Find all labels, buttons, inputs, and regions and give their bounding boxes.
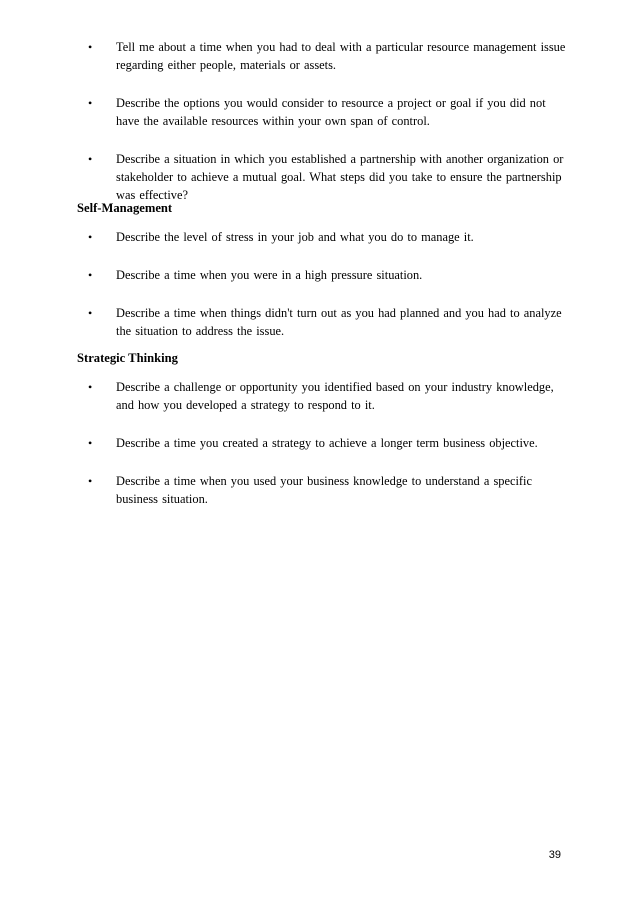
list-item-text: Describe the options you would consider to resource a project or goal if you did not have the available resources within your own span of control. xyxy=(116,96,546,128)
list-item xyxy=(88,228,568,246)
list-item xyxy=(88,378,568,414)
bullet-icon: • xyxy=(88,152,93,166)
list-item-text: Describe a situation in which you established a partnership with another organization or stakeholder to achieve a mutual goal. What steps did you take to ensure the partnership was effective? xyxy=(116,152,564,202)
bullet-icon: • xyxy=(88,230,93,244)
bullet-list-strategic-thinking xyxy=(88,378,568,508)
bullet-icon: • xyxy=(88,474,93,488)
list-item xyxy=(88,304,568,340)
list-item-text: Tell me about a time when you had to deal with a particular resource management issue regarding either people, materials or assets. xyxy=(116,40,566,72)
list-item xyxy=(88,472,568,508)
list-item-text: Describe a challenge or opportunity you identified based on your industry knowledge, and how you developed a strategy to respond to it. xyxy=(116,380,554,412)
list-item xyxy=(88,434,568,452)
bullet-icon: • xyxy=(88,40,93,54)
page-number: 39 xyxy=(548,849,561,861)
list-item-text: Describe a time when you used your business knowledge to understand a specific business situation. xyxy=(116,474,532,506)
list-item-text: Describe the level of stress in your job and what you do to manage it. xyxy=(116,230,474,244)
list-item-text: Describe a time when you were in a high pressure situation. xyxy=(116,268,423,282)
list-item xyxy=(88,38,568,74)
list-item xyxy=(88,150,568,204)
bullet-list-self-management xyxy=(88,228,568,340)
bullet-icon: • xyxy=(88,96,93,110)
section-heading-self-management: Self-Management xyxy=(77,201,173,215)
bullet-icon: • xyxy=(88,268,93,282)
section-heading-strategic-thinking: Strategic Thinking xyxy=(77,351,178,365)
bullet-icon: • xyxy=(88,306,93,320)
bullet-list-resource-management xyxy=(88,38,568,204)
list-item-text: Describe a time when things didn't turn out as you had planned and you had to analyze the situation to address the issue. xyxy=(116,306,562,338)
bullet-icon: • xyxy=(88,380,93,394)
list-item xyxy=(88,94,568,130)
list-item xyxy=(88,266,568,284)
list-item-text: Describe a time you created a strategy to achieve a longer term business objective. xyxy=(116,436,538,450)
bullet-icon: • xyxy=(88,436,93,450)
